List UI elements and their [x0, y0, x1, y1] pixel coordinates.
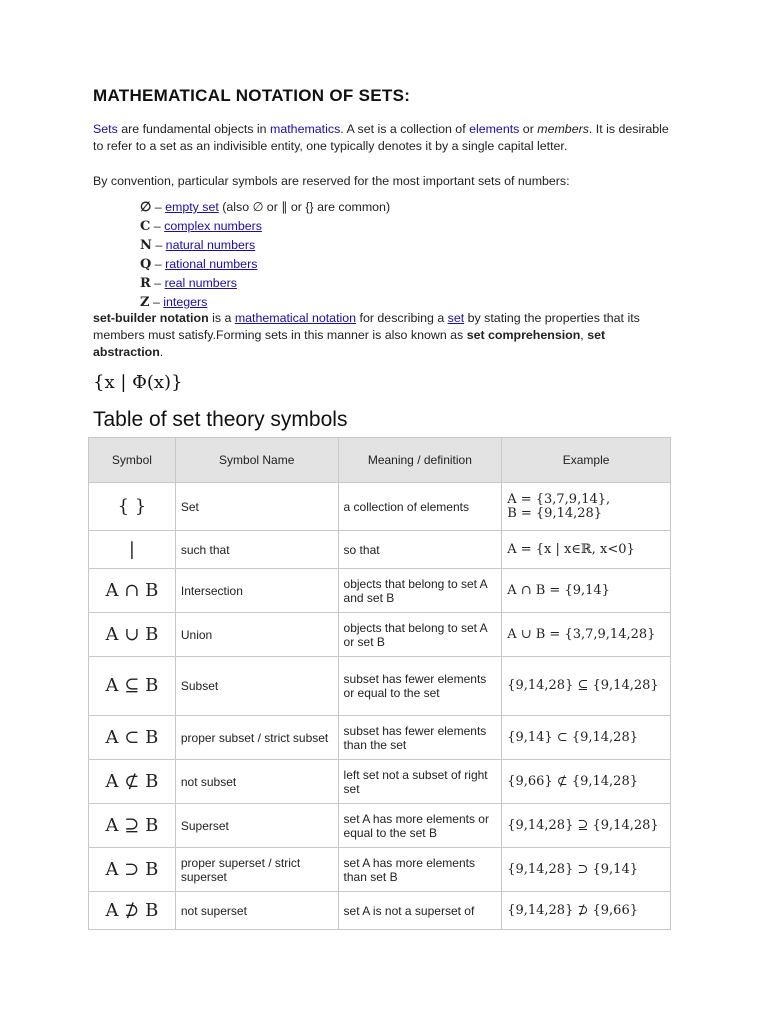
set-symbol: Z	[140, 295, 150, 310]
symbol-cell: A ⊄ B	[89, 760, 176, 804]
table-title: Table of set theory symbols	[93, 408, 348, 431]
rational-numbers-link[interactable]: rational numbers	[165, 257, 258, 271]
list-item	[140, 198, 390, 217]
set-comprehension-term: set comprehension	[466, 328, 581, 342]
symbol-cell: A ⊇ B	[89, 804, 176, 848]
header-symbol-name: Symbol Name	[175, 438, 338, 483]
dash: –	[151, 238, 166, 252]
set-symbol: N	[140, 238, 152, 253]
list-item	[140, 255, 390, 274]
header-example: Example	[502, 438, 671, 483]
symbol-cell: A ∩ B	[89, 569, 176, 613]
symbol-cell: |	[89, 531, 176, 569]
real-numbers-link[interactable]: real numbers	[164, 276, 237, 290]
meaning-cell: set A is not a superset of	[338, 892, 502, 930]
intro-text-3: or	[519, 122, 538, 136]
table-row	[89, 716, 671, 760]
number-sets-list	[140, 198, 390, 312]
example-cell: {9,14,28} ⊃ {9,14}	[502, 848, 671, 892]
intro-paragraph	[93, 121, 678, 155]
example-cell: {9,66} ⊄ {9,14,28}	[502, 760, 671, 804]
example-cell: {9,14,28} ⊆ {9,14,28}	[502, 657, 671, 716]
table-row	[89, 657, 671, 716]
name-cell: not subset	[175, 760, 338, 804]
set-builder-formula: {x | Φ(x)}	[93, 372, 183, 393]
name-cell: proper superset / strict superset	[175, 848, 338, 892]
list-item	[140, 274, 390, 293]
meaning-cell: set A has more elements or equal to the set B	[338, 804, 502, 848]
meaning-cell: subset has fewer elements than the set	[338, 716, 502, 760]
set-builder-term: set-builder notation	[93, 311, 209, 325]
name-cell: proper subset / strict subset	[175, 716, 338, 760]
members-term: members	[537, 122, 589, 136]
table-row	[89, 531, 671, 569]
dash: –	[151, 200, 166, 214]
list-item	[140, 236, 390, 255]
header-symbol: Symbol	[89, 438, 176, 483]
name-cell: Set	[175, 483, 338, 531]
table-row	[89, 569, 671, 613]
meaning-cell: subset has fewer elements or equal to the set	[338, 657, 502, 716]
set-link[interactable]: set	[447, 311, 465, 325]
convention-paragraph: By convention, particular symbols are reserved for the most important sets of numbers:	[93, 174, 570, 188]
intro-text-2: . A set is a collection of	[340, 122, 470, 136]
mathematics-link[interactable]: mathematics	[270, 122, 341, 136]
intro-text-1: are fundamental objects in	[117, 122, 271, 136]
mathematical-notation-link[interactable]: mathematical notation	[234, 311, 357, 325]
dash: –	[151, 257, 166, 271]
example-cell: {9,14,28} ⊅ {9,66}	[502, 892, 671, 930]
builder-text-4: ,	[580, 328, 588, 342]
table-row	[89, 483, 671, 531]
meaning-cell: left set not a subset of right set	[338, 760, 502, 804]
builder-text-1: is a	[208, 311, 235, 325]
integers-link[interactable]: integers	[163, 295, 208, 309]
symbol-cell: A ∪ B	[89, 613, 176, 657]
table-row	[89, 804, 671, 848]
meaning-cell: set A has more elements than set B	[338, 848, 502, 892]
name-cell: not superset	[175, 892, 338, 930]
name-cell: Union	[175, 613, 338, 657]
table-header-row	[89, 438, 671, 483]
table-row	[89, 892, 671, 930]
dash: –	[149, 295, 164, 309]
complex-numbers-link[interactable]: complex numbers	[164, 219, 262, 233]
dash: –	[150, 276, 165, 290]
set-symbol: Q	[140, 257, 152, 272]
name-cell: Subset	[175, 657, 338, 716]
intro-text-4: . It is desirable to refer to a set as an indivisible entity, one typically denotes it by a single capital letter.	[93, 122, 669, 153]
set-symbol: C	[140, 219, 151, 234]
header-meaning: Meaning / definition	[338, 438, 502, 483]
builder-text-5: .	[159, 345, 164, 359]
symbol-cell: { }	[89, 483, 176, 531]
empty-set-link[interactable]: empty set	[165, 200, 219, 214]
example-cell: A = {3,7,9,14}, B = {9,14,28}	[502, 483, 671, 531]
symbol-cell: A ⊃ B	[89, 848, 176, 892]
empty-set-note: (also ∅ or ∥ or {} are common)	[218, 200, 391, 214]
meaning-cell: so that	[338, 531, 502, 569]
builder-text-3: by stating the properties that its members must satisfy.Forming sets in this manner is also known as	[93, 311, 640, 342]
symbol-cell: A ⊅ B	[89, 892, 176, 930]
set-symbols-table	[88, 437, 671, 930]
example-cell: {9,14} ⊂ {9,14,28}	[502, 716, 671, 760]
natural-numbers-link[interactable]: natural numbers	[165, 238, 256, 252]
list-item	[140, 217, 390, 236]
example-cell: {9,14,28} ⊇ {9,14,28}	[502, 804, 671, 848]
set-symbol: R	[140, 276, 151, 291]
elements-link[interactable]: elements	[469, 122, 520, 136]
example-cell: A = {x | x∈ℝ, x<0}	[502, 531, 671, 569]
meaning-cell: objects that belong to set A or set B	[338, 613, 502, 657]
set-symbol: ∅	[140, 200, 152, 215]
symbol-cell: A ⊂ B	[89, 716, 176, 760]
name-cell: such that	[175, 531, 338, 569]
name-cell: Intersection	[175, 569, 338, 613]
sets-link[interactable]: Sets	[93, 122, 118, 136]
table-row	[89, 613, 671, 657]
example-cell: A ∪ B = {3,7,9,14,28}	[502, 613, 671, 657]
meaning-cell: a collection of elements	[338, 483, 502, 531]
example-cell: A ∩ B = {9,14}	[502, 569, 671, 613]
dash: –	[150, 219, 165, 233]
table-row	[89, 760, 671, 804]
page-title: MATHEMATICAL NOTATION OF SETS:	[93, 86, 411, 105]
symbol-cell: A ⊆ B	[89, 657, 176, 716]
set-builder-paragraph	[93, 310, 678, 361]
table-row	[89, 848, 671, 892]
name-cell: Superset	[175, 804, 338, 848]
builder-text-2: for describing a	[356, 311, 448, 325]
meaning-cell: objects that belong to set A and set B	[338, 569, 502, 613]
set-abstraction-term: set abstraction	[93, 328, 606, 359]
